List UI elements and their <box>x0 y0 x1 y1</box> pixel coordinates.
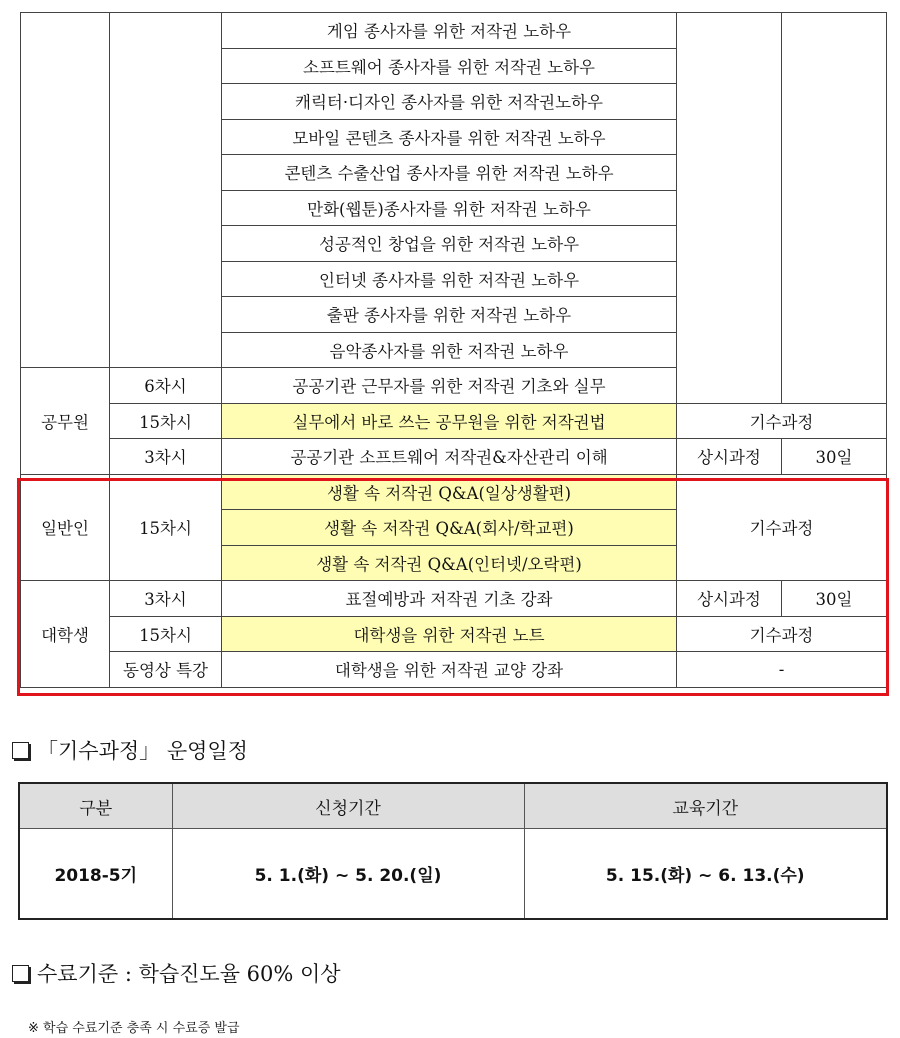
edu-period: 5. 15.(화) ~ 6. 13.(수) <box>524 829 887 920</box>
course-table <box>20 12 887 688</box>
course-title: 게임 종사자를 위한 저작권 노하우 <box>222 13 677 49</box>
course-title: 성공적인 창업을 위한 저작권 노하우 <box>222 226 677 262</box>
schedule-table <box>18 782 888 920</box>
type-cell-empty <box>677 13 782 404</box>
course-title: 표절예방과 저작권 기초 강좌 <box>222 581 677 617</box>
course-title: 공공기관 소프트웨어 저작권&자산관리 이해 <box>222 439 677 475</box>
course-title: 생활 속 저작권 Q&A(인터넷/오락편) <box>222 545 677 581</box>
course-type: 기수과정 <box>677 474 887 581</box>
target-cell-empty <box>21 13 110 368</box>
session-count: 6차시 <box>110 368 222 404</box>
course-title: 캐릭터·디자인 종사자를 위한 저작권노하우 <box>222 84 677 120</box>
course-type: 상시과정 <box>677 581 782 617</box>
session-count: 15차시 <box>110 474 222 581</box>
course-type: 기수과정 <box>677 616 887 652</box>
course-days: 30일 <box>782 581 887 617</box>
course-type: - <box>677 652 887 688</box>
header-term: 구분 <box>19 783 172 829</box>
target-general: 일반인 <box>21 474 110 581</box>
course-title: 만화(웹툰)종사자를 위한 저작권 노하우 <box>222 190 677 226</box>
session-count: 3차시 <box>110 439 222 475</box>
course-title: 모바일 콘텐츠 종사자를 위한 저작권 노하우 <box>222 119 677 155</box>
checkbox-bullet-icon <box>12 965 29 982</box>
session-cell-empty <box>110 13 222 368</box>
term-value: 2018-5기 <box>19 829 172 920</box>
header-apply: 신청기간 <box>172 783 524 829</box>
criteria-heading <box>12 958 341 988</box>
target-college: 대학생 <box>21 581 110 688</box>
schedule-heading <box>12 735 248 765</box>
header-edu: 교육기간 <box>524 783 887 829</box>
days-cell-empty <box>782 13 887 404</box>
criteria-heading-text: 수료기준 : 학습진도율 60% 이상 <box>37 962 341 986</box>
course-type: 기수과정 <box>677 403 887 439</box>
course-title: 출판 종사자를 위한 저작권 노하우 <box>222 297 677 333</box>
course-days: 30일 <box>782 439 887 475</box>
course-title: 생활 속 저작권 Q&A(회사/학교편) <box>222 510 677 546</box>
apply-period: 5. 1.(화) ~ 5. 20.(일) <box>172 829 524 920</box>
course-title: 대학생을 위한 저작권 교양 강좌 <box>222 652 677 688</box>
course-title: 콘텐츠 수출산업 종사자를 위한 저작권 노하우 <box>222 155 677 191</box>
footnote: ※ 학습 수료기준 충족 시 수료증 발급 <box>28 1021 240 1036</box>
session-count: 동영상 특강 <box>110 652 222 688</box>
session-count: 15차시 <box>110 403 222 439</box>
course-type: 상시과정 <box>677 439 782 475</box>
course-title: 공공기관 근무자를 위한 저작권 기초와 실무 <box>222 368 677 404</box>
session-count: 3차시 <box>110 581 222 617</box>
course-title: 음악종사자를 위한 저작권 노하우 <box>222 332 677 368</box>
course-title: 인터넷 종사자를 위한 저작권 노하우 <box>222 261 677 297</box>
course-title: 대학생을 위한 저작권 노트 <box>222 616 677 652</box>
course-title: 소프트웨어 종사자를 위한 저작권 노하우 <box>222 48 677 84</box>
course-title: 생활 속 저작권 Q&A(일상생활편) <box>222 474 677 510</box>
target-public: 공무원 <box>21 368 110 475</box>
checkbox-bullet-icon <box>12 742 29 759</box>
schedule-heading-text: 「기수과정」 운영일정 <box>37 739 248 763</box>
course-title: 실무에서 바로 쓰는 공무원을 위한 저작권법 <box>222 403 677 439</box>
session-count: 15차시 <box>110 616 222 652</box>
